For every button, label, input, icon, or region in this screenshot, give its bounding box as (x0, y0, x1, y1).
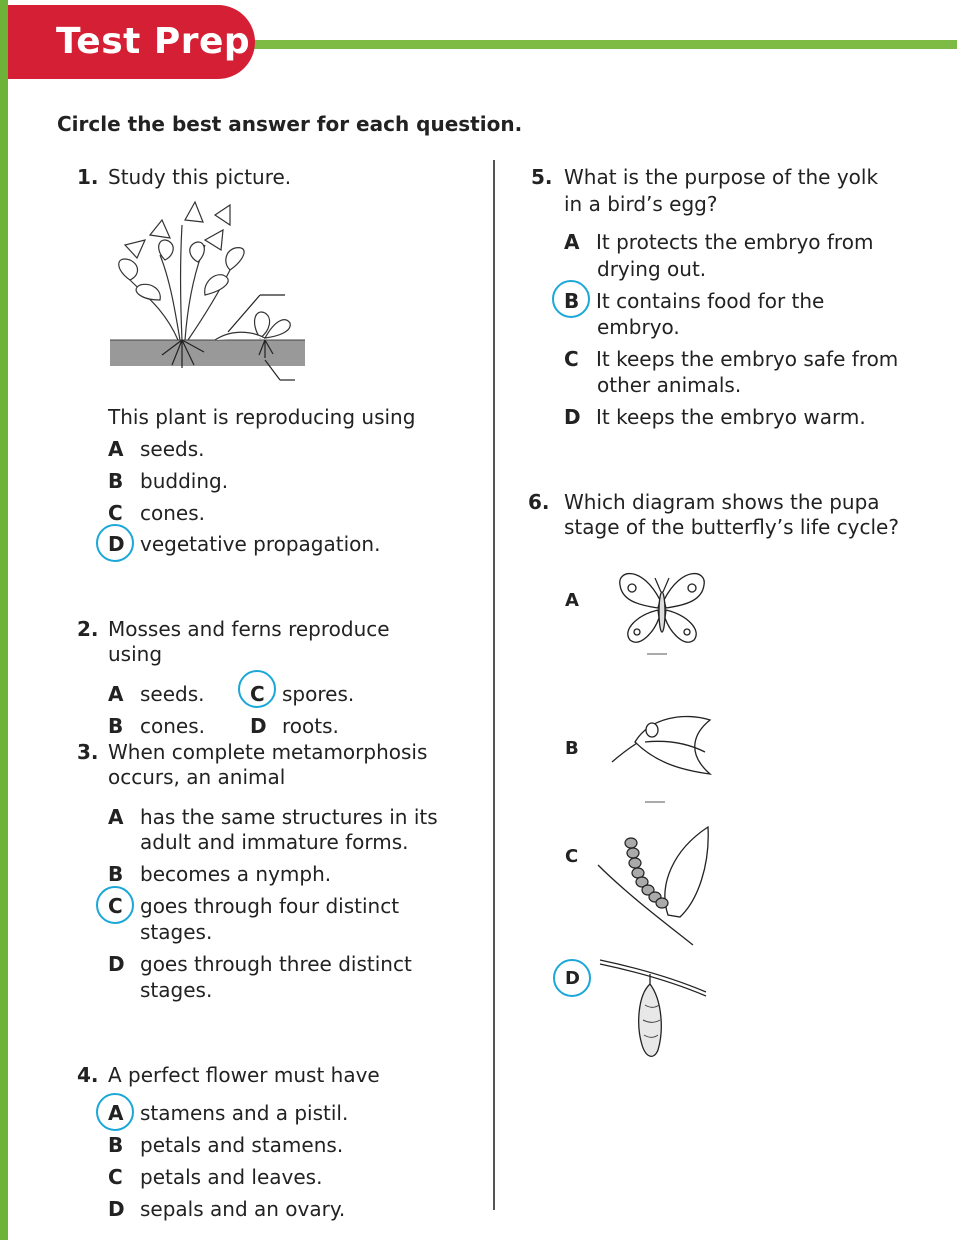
option-letter: A (108, 437, 124, 461)
answer-circle (96, 1093, 134, 1131)
diagram-d-label[interactable]: D (565, 968, 580, 989)
option-text: has the same structures in its (140, 805, 438, 829)
option-text: sepals and an ovary. (140, 1197, 346, 1221)
option-text: goes through four distinct (140, 894, 400, 918)
egg-on-leaf-icon (610, 712, 720, 807)
option-text: cones. (140, 501, 205, 525)
option-letter: B (108, 714, 124, 738)
option-letter: B (108, 862, 124, 886)
answer-circle (96, 886, 134, 924)
option-text: becomes a nymph. (140, 862, 332, 886)
chrysalis-icon (598, 950, 710, 1070)
option-letter: C (250, 682, 265, 706)
option-text: It keeps the embryo safe from (596, 347, 899, 371)
q3-number: 3. (77, 740, 99, 764)
q2-option-d[interactable] (250, 713, 339, 739)
q3-option-a-cont: adult and immature forms. (140, 830, 409, 854)
option-text: goes through three distinct (140, 952, 412, 976)
option-text: It protects the embryo from (596, 230, 874, 254)
column-divider (493, 160, 495, 1210)
q4-option-d[interactable] (108, 1196, 345, 1222)
option-letter: A (108, 805, 124, 829)
option-text: seeds. (140, 437, 205, 461)
q4-option-a[interactable] (108, 1100, 348, 1126)
option-letter: B (108, 1133, 124, 1157)
option-letter: C (108, 501, 123, 525)
q4-option-c[interactable] (108, 1164, 322, 1190)
option-text: It keeps the embryo warm. (596, 405, 866, 429)
q3-option-a[interactable] (108, 804, 438, 830)
q3-option-c[interactable] (108, 893, 399, 919)
q5-option-a-cont: drying out. (597, 257, 707, 281)
option-letter: A (108, 1101, 124, 1125)
q5-number: 5. (531, 165, 553, 189)
butterfly-icon (612, 560, 712, 660)
left-accent-bar (0, 0, 8, 1240)
option-text: seeds. (140, 682, 205, 706)
q3-option-d-cont: stages. (140, 978, 213, 1002)
q3-option-c-cont: stages. (140, 920, 213, 944)
option-letter: D (108, 532, 125, 556)
q1-option-b[interactable] (108, 468, 228, 494)
q5-prompt-line1: What is the purpose of the yolk (564, 165, 879, 189)
option-text: spores. (282, 682, 355, 706)
q2-option-a[interactable] (108, 681, 205, 707)
caterpillar-icon (598, 825, 713, 950)
option-text: It contains food for the (596, 289, 825, 313)
q3-prompt-line2: occurs, an animal (108, 765, 286, 789)
page-title: Test Prep (8, 5, 255, 79)
q5-option-a[interactable] (564, 229, 873, 255)
diagram-b-label[interactable]: B (565, 738, 579, 759)
q5-option-c[interactable] (564, 346, 898, 372)
option-letter: D (564, 405, 581, 429)
answer-circle (552, 280, 590, 318)
q6-number: 6. (528, 490, 550, 514)
option-letter: D (108, 952, 125, 976)
q3-option-b[interactable] (108, 861, 331, 887)
option-text: roots. (282, 714, 339, 738)
option-text: petals and leaves. (140, 1165, 323, 1189)
header-rule (200, 40, 957, 49)
diagram-a-label[interactable]: A (565, 590, 579, 611)
q4-prompt: A perfect flower must have (108, 1063, 380, 1087)
option-letter: C (108, 1165, 123, 1189)
option-letter: A (108, 682, 124, 706)
option-letter: A (564, 230, 580, 254)
answer-circle (238, 670, 276, 708)
q3-prompt-line1: When complete metamorphosis (108, 740, 428, 764)
q5-option-c-cont: other animals. (597, 373, 742, 397)
q2-number: 2. (77, 617, 99, 641)
option-text: petals and stamens. (140, 1133, 344, 1157)
q4-number: 4. (77, 1063, 99, 1087)
q2-prompt-line2: using (108, 642, 163, 666)
q6-prompt-line2: stage of the butterfly’s life cycle? (564, 515, 899, 539)
q5-prompt-line2: in a bird’s egg? (564, 192, 718, 216)
q5-option-b[interactable] (564, 288, 824, 314)
q5-option-b-cont: embryo. (597, 315, 680, 339)
option-letter: C (108, 894, 123, 918)
q6-prompt-line1: Which diagram shows the pupa (564, 490, 880, 514)
option-text: vegetative propagation. (140, 532, 381, 556)
q4-option-b[interactable] (108, 1132, 343, 1158)
q2-option-b[interactable] (108, 713, 205, 739)
option-letter: B (564, 289, 580, 313)
plant-propagation-icon (110, 200, 310, 390)
q1-number: 1. (77, 165, 99, 189)
instructions: Circle the best answer for each question. (57, 112, 523, 136)
q1-stem: This plant is reproducing using (108, 405, 416, 429)
option-letter: C (564, 347, 579, 371)
option-letter: B (108, 469, 124, 493)
q1-prompt: Study this picture. (108, 165, 292, 189)
q1-option-c[interactable] (108, 500, 205, 526)
option-text: cones. (140, 714, 205, 738)
answer-circle (96, 524, 134, 562)
q2-prompt-line1: Mosses and ferns reproduce (108, 617, 390, 641)
q1-option-a[interactable] (108, 436, 205, 462)
option-letter: D (250, 714, 267, 738)
answer-circle (553, 959, 591, 997)
q1-option-d[interactable] (108, 531, 380, 557)
option-text: stamens and a pistil. (140, 1101, 349, 1125)
q5-option-d[interactable] (564, 404, 866, 430)
diagram-c-label[interactable]: C (565, 846, 579, 867)
option-letter: D (108, 1197, 125, 1221)
option-text: budding. (140, 469, 229, 493)
q3-option-d[interactable] (108, 951, 412, 977)
